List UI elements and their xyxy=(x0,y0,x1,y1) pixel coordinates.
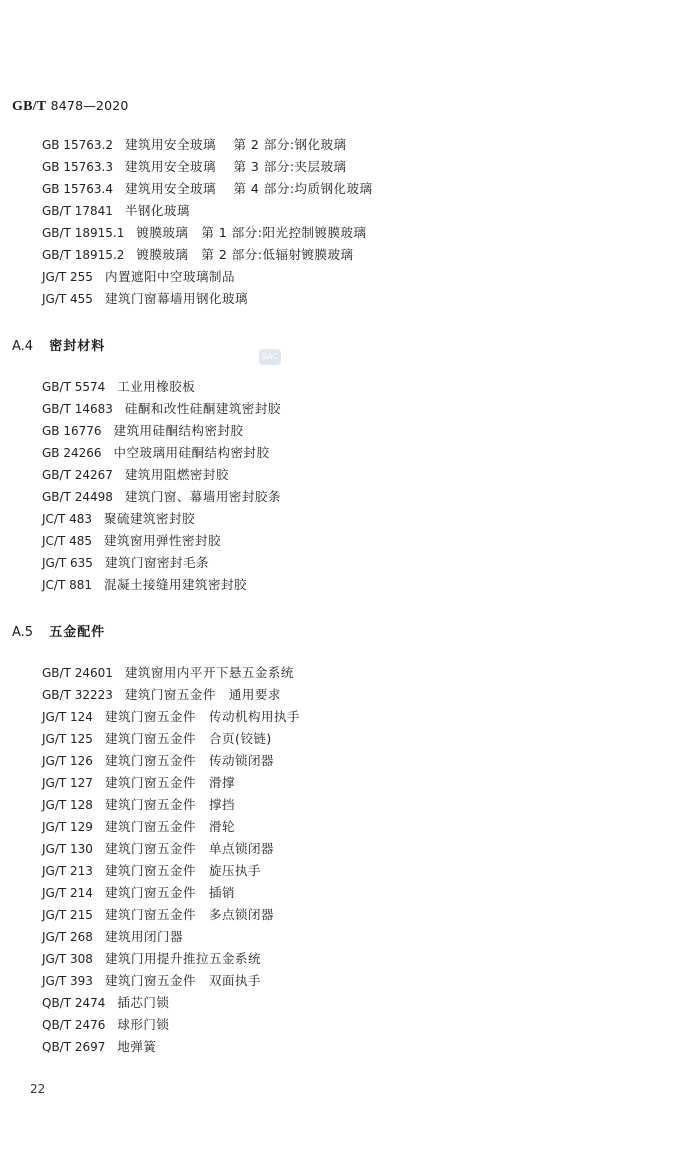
standard-reference-item xyxy=(42,1036,300,1058)
standard-reference-item xyxy=(42,750,300,772)
standard-number: JG/T 128 xyxy=(42,798,93,812)
standard-title: 建筑门窗五金件 合页(铰链) xyxy=(104,731,272,746)
standard-number: GB 16776 xyxy=(42,424,102,438)
standard-number: QB/T 2697 xyxy=(42,1040,106,1054)
standard-title: 建筑门窗五金件 传动锁闭器 xyxy=(104,753,274,768)
standard-title: 球形门锁 xyxy=(117,1017,170,1032)
standard-number: JG/T 127 xyxy=(42,776,93,790)
standard-reference-item xyxy=(42,574,281,596)
standard-reference-item xyxy=(42,244,373,266)
standard-number: JG/T 214 xyxy=(42,886,93,900)
section-title: 五金配件 xyxy=(49,625,106,640)
standard-number: JC/T 485 xyxy=(42,534,93,548)
standard-reference-item xyxy=(42,398,281,420)
standard-code: GB/T xyxy=(12,99,47,114)
standard-title: 地弹簧 xyxy=(117,1039,157,1054)
standard-reference-item xyxy=(42,926,300,948)
standard-number: QB/T 2476 xyxy=(42,1018,106,1032)
standard-reference-item xyxy=(42,288,373,310)
standard-title: 建筑用安全玻璃 第 4 部分:均质钢化玻璃 xyxy=(124,181,373,196)
standard-reference-item xyxy=(42,1014,300,1036)
standard-number: GB/T 17841 xyxy=(42,204,113,218)
standard-number: JC/T 483 xyxy=(42,512,93,526)
standard-number: GB 15763.3 xyxy=(42,160,113,174)
standard-number: JG/T 213 xyxy=(42,864,93,878)
standard-title: 硅酮和改性硅酮建筑密封胶 xyxy=(124,401,281,416)
standard-reference-item xyxy=(42,662,300,684)
standard-reference-item xyxy=(42,948,300,970)
standard-title: 建筑窗用内平开下悬五金系统 xyxy=(124,665,294,680)
standard-reference-item xyxy=(42,684,300,706)
standard-number: JG/T 129 xyxy=(42,820,93,834)
standard-title: 聚硫建筑密封胶 xyxy=(104,511,196,526)
standard-reference-item xyxy=(42,156,373,178)
standard-number: 8478—2020 xyxy=(50,98,129,113)
standard-reference-item xyxy=(42,772,300,794)
standard-title: 混凝土接缝用建筑密封胶 xyxy=(104,577,248,592)
standard-reference-item xyxy=(42,838,300,860)
standard-reference-item xyxy=(42,706,300,728)
section-a4-heading xyxy=(12,335,105,354)
standard-number: GB/T 18915.1 xyxy=(42,226,125,240)
standard-reference-item xyxy=(42,728,300,750)
standard-reference-item xyxy=(42,376,281,398)
standard-reference-item xyxy=(42,464,281,486)
sealing-standards-list xyxy=(42,376,281,596)
standard-title: 建筑用阻燃密封胶 xyxy=(124,467,229,482)
standard-title: 内置遮阳中空玻璃制品 xyxy=(104,269,235,284)
standard-title: 建筑门窗五金件 插销 xyxy=(104,885,235,900)
standard-title: 建筑门窗密封毛条 xyxy=(104,555,209,570)
standard-number: JG/T 215 xyxy=(42,908,93,922)
section-a5-heading xyxy=(12,621,105,640)
standard-reference-item xyxy=(42,420,281,442)
section-number: A.5 xyxy=(12,625,34,640)
standard-reference-item xyxy=(42,178,373,200)
standard-reference-item xyxy=(42,442,281,464)
standard-title: 建筑门窗五金件 撑挡 xyxy=(104,797,235,812)
standard-title: 建筑门窗五金件 旋压执手 xyxy=(104,863,261,878)
standard-reference-item xyxy=(42,508,281,530)
standard-reference-item xyxy=(42,904,300,926)
standard-title: 建筑门窗幕墙用钢化玻璃 xyxy=(104,291,248,306)
standard-title: 建筑用安全玻璃 第 2 部分:钢化玻璃 xyxy=(124,137,347,152)
standard-number: JG/T 308 xyxy=(42,952,93,966)
standard-title: 建筑门窗五金件 单点锁闭器 xyxy=(104,841,274,856)
standard-number: GB/T 18915.2 xyxy=(42,248,125,262)
standard-reference-item xyxy=(42,530,281,552)
standard-title: 建筑门窗五金件 双面执手 xyxy=(104,973,261,988)
standard-title: 建筑门窗五金件 多点锁闭器 xyxy=(104,907,274,922)
standard-reference-item xyxy=(42,222,373,244)
sac-watermark-logo: SAC xyxy=(259,349,281,365)
standard-reference-item xyxy=(42,134,373,156)
standard-number: JG/T 635 xyxy=(42,556,93,570)
standard-title: 镀膜玻璃 第 2 部分:低辐射镀膜玻璃 xyxy=(136,247,354,262)
standard-title: 中空玻璃用硅酮结构密封胶 xyxy=(113,445,270,460)
standard-number: JG/T 455 xyxy=(42,292,93,306)
hardware-standards-list xyxy=(42,662,300,1058)
standard-number: GB/T 5574 xyxy=(42,380,106,394)
standard-title: 镀膜玻璃 第 1 部分:阳光控制镀膜玻璃 xyxy=(136,225,367,240)
standard-reference-item xyxy=(42,992,300,1014)
standard-title: 建筑门用提升推拉五金系统 xyxy=(104,951,261,966)
standard-number: JC/T 881 xyxy=(42,578,93,592)
page-number: 22 xyxy=(30,1082,46,1096)
standard-reference-item xyxy=(42,970,300,992)
standard-reference-item xyxy=(42,552,281,574)
standard-number: GB 24266 xyxy=(42,446,102,460)
glass-standards-list xyxy=(42,134,373,310)
standard-title: 建筑门窗五金件 传动机构用执手 xyxy=(104,709,300,724)
standard-number: JG/T 125 xyxy=(42,732,93,746)
standard-number: QB/T 2474 xyxy=(42,996,106,1010)
section-number: A.4 xyxy=(12,339,34,354)
standard-title: 插芯门锁 xyxy=(117,995,170,1010)
standard-title: 工业用橡胶板 xyxy=(117,379,196,394)
standard-title: 建筑门窗五金件 滑轮 xyxy=(104,819,235,834)
standard-number: JG/T 126 xyxy=(42,754,93,768)
standard-number: GB/T 24498 xyxy=(42,490,113,504)
standard-title: 建筑用闭门器 xyxy=(104,929,183,944)
standard-number: JG/T 124 xyxy=(42,710,93,724)
standard-title: 建筑用硅酮结构密封胶 xyxy=(113,423,244,438)
standard-number: JG/T 268 xyxy=(42,930,93,944)
standard-number: GB/T 32223 xyxy=(42,688,113,702)
standard-number: JG/T 393 xyxy=(42,974,93,988)
standard-reference-item xyxy=(42,200,373,222)
standard-title: 建筑门窗、幕墙用密封胶条 xyxy=(124,489,281,504)
standard-number: GB 15763.4 xyxy=(42,182,113,196)
standard-number: GB/T 24267 xyxy=(42,468,113,482)
standard-number: JG/T 255 xyxy=(42,270,93,284)
standard-reference-item xyxy=(42,266,373,288)
standard-number: GB/T 14683 xyxy=(42,402,113,416)
section-title: 密封材料 xyxy=(49,339,106,354)
standard-reference-item xyxy=(42,882,300,904)
standard-number: JG/T 130 xyxy=(42,842,93,856)
standard-title: 建筑门窗五金件 滑撑 xyxy=(104,775,235,790)
standard-reference-item xyxy=(42,486,281,508)
standard-reference-item xyxy=(42,794,300,816)
standard-title: 建筑门窗五金件 通用要求 xyxy=(124,687,281,702)
standard-number: GB 15763.2 xyxy=(42,138,113,152)
standard-number: GB/T 24601 xyxy=(42,666,113,680)
standard-title: 半钢化玻璃 xyxy=(124,203,190,218)
standard-reference-item xyxy=(42,816,300,838)
standard-reference-item xyxy=(42,860,300,882)
document-header xyxy=(12,98,129,115)
standard-title: 建筑窗用弹性密封胶 xyxy=(104,533,222,548)
standard-title: 建筑用安全玻璃 第 3 部分:夹层玻璃 xyxy=(124,159,347,174)
